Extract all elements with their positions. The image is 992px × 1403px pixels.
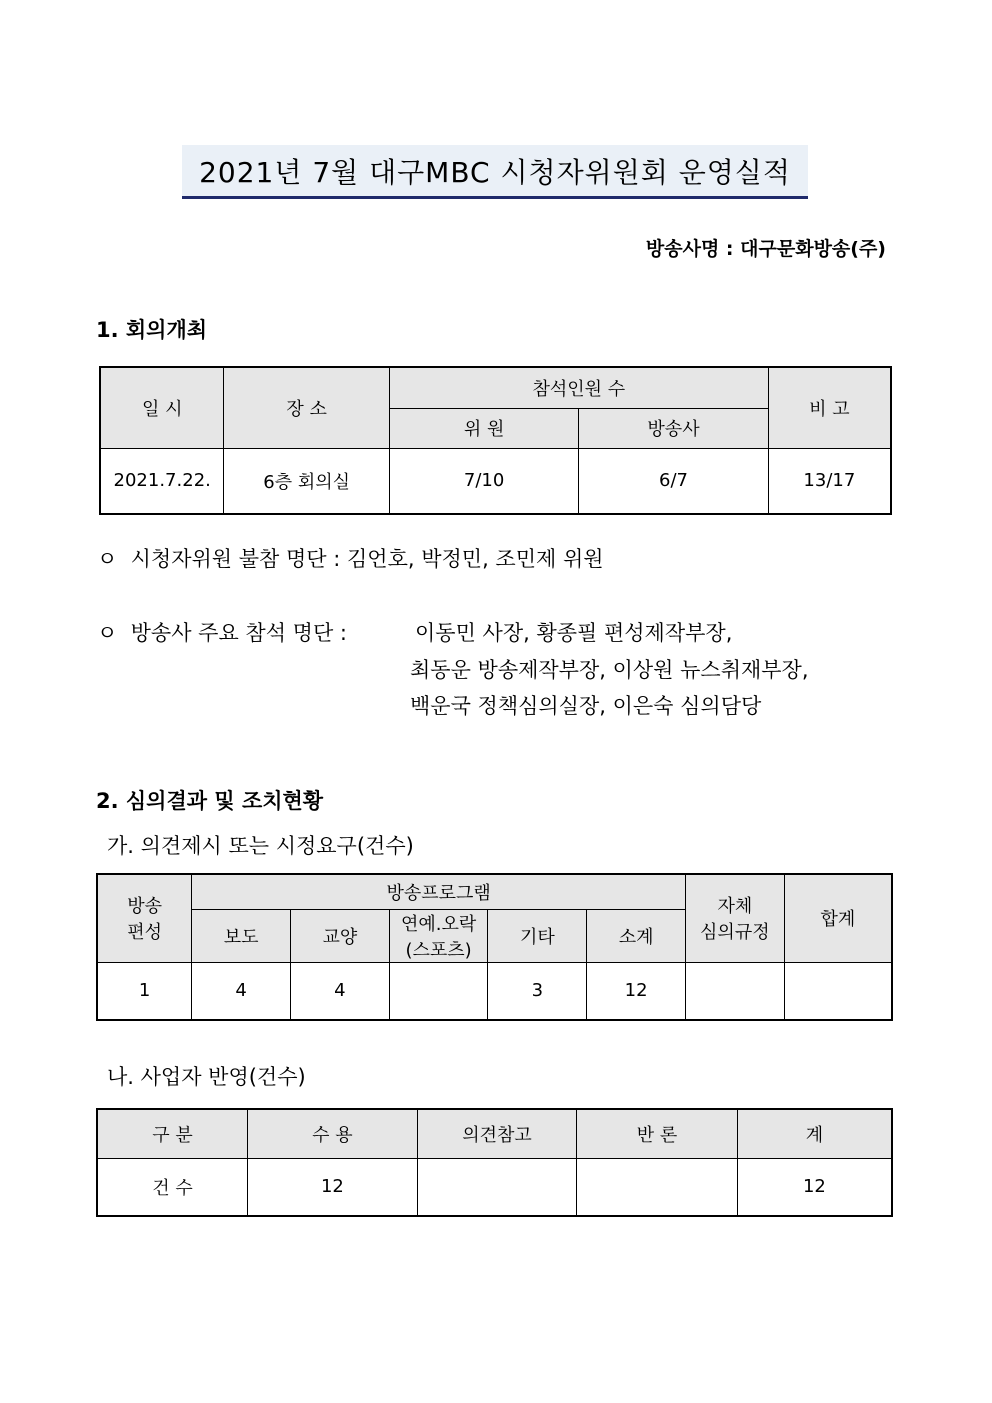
- header-broadcast-1: 방송: [127, 896, 163, 918]
- section-2-heading: 2. 심의결과 및 조치현황: [96, 789, 324, 813]
- header-member: 위 원: [389, 408, 578, 448]
- header-etc: 기타: [488, 909, 587, 962]
- header-entertainment: [389, 909, 488, 962]
- header-accept: 수 용: [248, 1109, 418, 1158]
- header-broadcast-2: 편성: [127, 922, 163, 944]
- document-title: 2021년 7월 대구MBC 시청자위원회 운영실적: [182, 145, 808, 199]
- header-ent-1: 연예.오락: [400, 913, 477, 935]
- cell-etc: 3: [488, 962, 587, 1020]
- header-ent-2: (스포츠): [405, 939, 472, 961]
- absent-label: ㅇ 시청자위원 불참 명단 :: [97, 547, 347, 571]
- review-table: [96, 873, 893, 1021]
- cell-total: [784, 962, 892, 1020]
- header-self-2: 심의규정: [700, 922, 770, 944]
- header-self-review: [685, 874, 784, 962]
- header-note: 비 고: [768, 367, 891, 448]
- attend-line-1: 이동민 사장, 황종필 편성제작부장,: [415, 621, 733, 645]
- header-category: 구 분: [97, 1109, 248, 1158]
- header-total: 합계: [784, 874, 892, 962]
- cell-reference: [417, 1158, 577, 1216]
- cell-category: 건 수: [97, 1158, 248, 1216]
- absent-list: [97, 543, 604, 573]
- meeting-table: [99, 366, 892, 515]
- cell-station: 6/7: [579, 448, 768, 514]
- broadcaster-name: 방송사명 : 대구문화방송(주): [645, 238, 886, 260]
- header-news: 보도: [192, 909, 291, 962]
- header-program: 방송프로그램: [192, 874, 686, 909]
- cell-sum: 12: [737, 1158, 892, 1216]
- cell-news: 4: [192, 962, 291, 1020]
- cell-subtotal: 12: [587, 962, 686, 1020]
- cell-broadcast: 1: [97, 962, 192, 1020]
- section-1-heading: 1. 회의개최: [96, 318, 208, 342]
- header-attendance: 참석인원 수: [389, 367, 768, 408]
- cell-member: 7/10: [389, 448, 578, 514]
- reflection-table: [96, 1108, 893, 1217]
- header-broadcast: [97, 874, 192, 962]
- cell-self-review: [685, 962, 784, 1020]
- subsection-b-heading: 나. 사업자 반영(건수): [107, 1065, 306, 1089]
- cell-culture: 4: [290, 962, 389, 1020]
- header-reference: 의견참고: [417, 1109, 577, 1158]
- header-station: 방송사: [579, 408, 768, 448]
- cell-entertainment: [389, 962, 488, 1020]
- header-place: 장 소: [224, 367, 389, 448]
- header-culture: 교양: [290, 909, 389, 962]
- subsection-a-heading: 가. 의견제시 또는 시정요구(건수): [107, 834, 414, 858]
- header-subtotal: 소계: [587, 909, 686, 962]
- attend-line-2: 최동운 방송제작부장, 이상원 뉴스취재부장,: [410, 658, 809, 682]
- attend-line-3: 백운국 정책심의실장, 이은숙 심의담당: [410, 694, 762, 718]
- cell-place: 6층 회의실: [224, 448, 389, 514]
- cell-date: 2021.7.22.: [100, 448, 224, 514]
- header-date: 일 시: [100, 367, 224, 448]
- attend-label: ㅇ 방송사 주요 참석 명단 :: [97, 621, 354, 645]
- absent-names: 김언호, 박정민, 조민제 위원: [347, 547, 604, 571]
- cell-accept: 12: [248, 1158, 418, 1216]
- header-rebuttal: 반 론: [577, 1109, 738, 1158]
- cell-note: 13/17: [768, 448, 891, 514]
- header-self-1: 자체: [717, 896, 753, 918]
- header-sum: 계: [737, 1109, 892, 1158]
- cell-rebuttal: [577, 1158, 738, 1216]
